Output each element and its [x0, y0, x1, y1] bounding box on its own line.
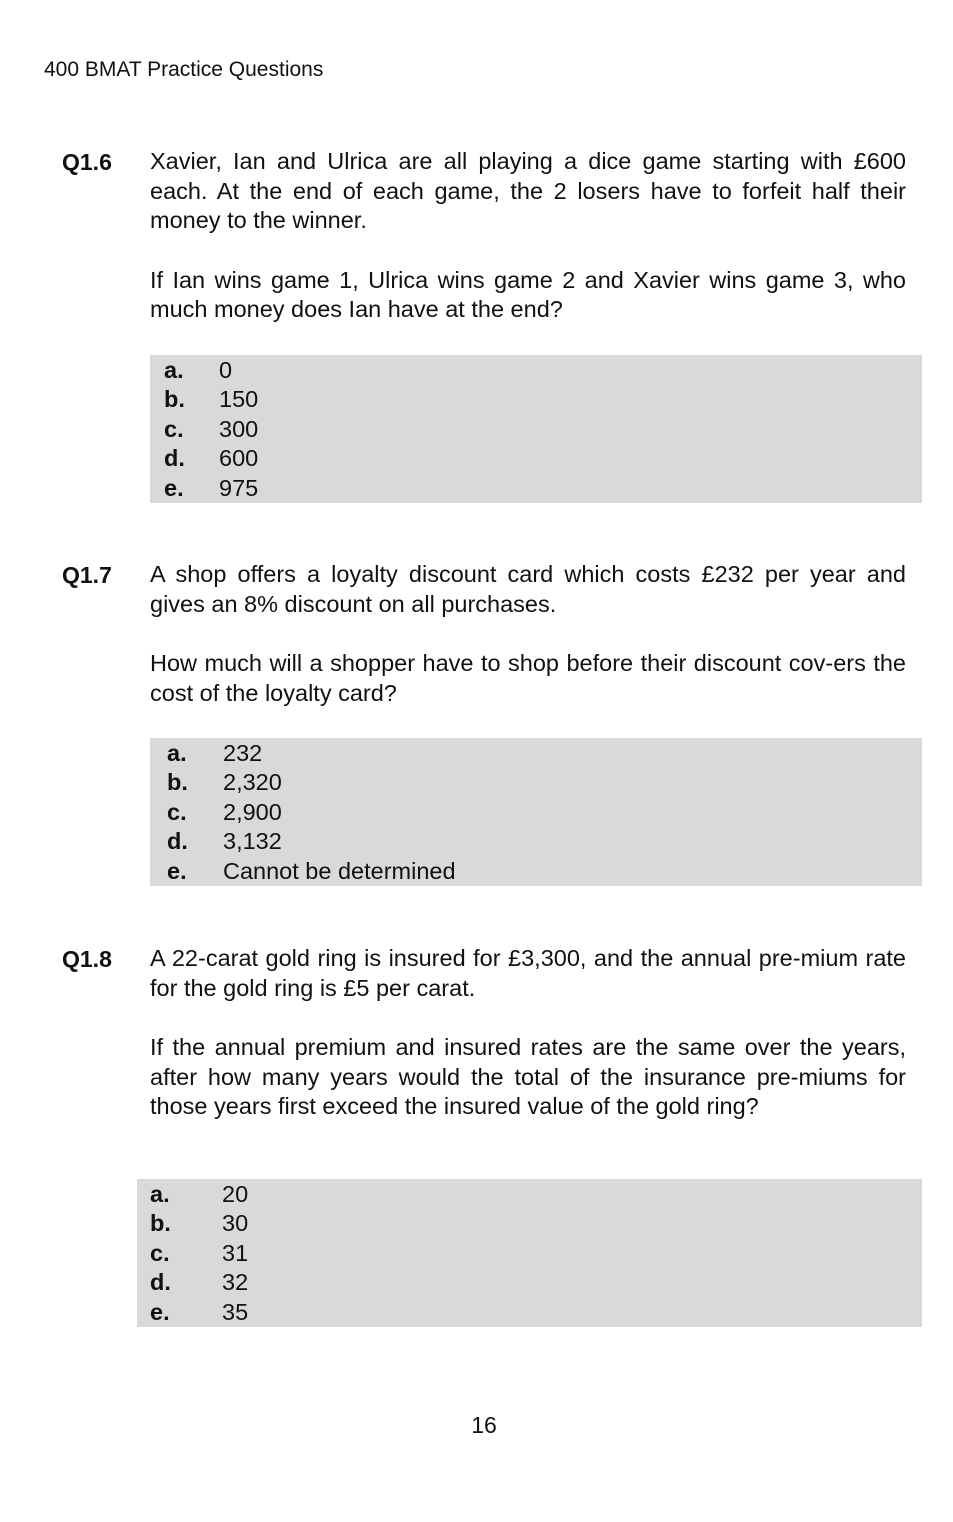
answer-option [137, 1298, 922, 1327]
answer-value: 30 [222, 1210, 249, 1237]
answer-letter: b. [150, 1210, 171, 1237]
question-number: Q1.6 [62, 149, 112, 175]
question-paragraph: How much will a shopper have to shop before their discount cov-ers the cost of the loyalty card? [150, 650, 906, 706]
question-paragraph: A 22-carat gold ring is insured for £3,300, and the annual pre-mium rate for the gold ring is £5 per carat. [150, 945, 906, 1001]
answer-value: Cannot be determined [223, 857, 456, 884]
answer-options-box [150, 355, 922, 503]
answer-letter: d. [167, 828, 188, 855]
answer-value: 0 [219, 357, 233, 383]
question-paragraph: If the annual premium and insured rates are the same over the years, after how many years would the total of the insurance pre-miums for those years first exceed the insured value of the gold ring? [150, 1034, 906, 1120]
answer-option [150, 385, 922, 414]
answer-letter: a. [167, 740, 187, 766]
answer-letter: e. [164, 474, 184, 501]
answer-letter: d. [150, 1269, 171, 1296]
page-number: 16 [471, 1412, 497, 1438]
answer-letter: e. [150, 1298, 170, 1325]
answer-letter: b. [167, 769, 188, 796]
answer-value: 2,900 [223, 798, 282, 825]
question-text [150, 147, 906, 325]
answer-letter: b. [164, 386, 185, 413]
answer-letter: c. [167, 798, 187, 825]
question-number: Q1.7 [62, 562, 112, 588]
question-number: Q1.8 [62, 946, 112, 972]
answer-option [137, 1180, 922, 1209]
running-header: 400 BMAT Practice Questions [44, 58, 324, 81]
answer-option [150, 798, 922, 827]
answer-value: 975 [219, 474, 259, 501]
answer-value: 232 [223, 740, 263, 766]
answer-option [150, 827, 922, 856]
question-text [150, 560, 906, 708]
answer-value: 150 [219, 386, 259, 413]
question-paragraph: If Ian wins game 1, Ulrica wins game 2 and Xavier wins game 3, who much money does Ian have at the end? [150, 266, 906, 323]
answer-value: 35 [222, 1298, 249, 1325]
answer-option [150, 857, 922, 886]
answer-option [150, 768, 922, 797]
answer-letter: d. [164, 445, 185, 472]
answer-option [150, 474, 922, 503]
answer-value: 3,132 [223, 828, 282, 855]
answer-option [150, 739, 922, 768]
answer-value: 32 [222, 1269, 249, 1296]
answer-letter: c. [150, 1239, 170, 1266]
question-text [150, 944, 906, 1122]
answer-option [137, 1209, 922, 1238]
answer-value: 2,320 [223, 769, 282, 796]
answer-letter: a. [150, 1181, 170, 1207]
answer-letter: c. [164, 415, 184, 442]
answer-options-box [137, 1179, 922, 1327]
answer-option [150, 415, 922, 444]
answer-option [137, 1239, 922, 1268]
answer-option [150, 356, 922, 385]
answer-value: 31 [222, 1239, 249, 1266]
answer-option [137, 1268, 922, 1297]
answer-value: 20 [222, 1181, 249, 1207]
answer-value: 300 [219, 415, 259, 442]
answer-option [150, 444, 922, 473]
question-paragraph: A shop offers a loyalty discount card which costs £232 per year and gives an 8% discount on all purchases. [150, 561, 906, 617]
question-paragraph: Xavier, Ian and Ulrica are all playing a dice game starting with £600 each. At the end of each game, the 2 losers have to forfeit half their money to the winner. [150, 148, 906, 234]
answer-letter: e. [167, 857, 187, 884]
answer-value: 600 [219, 445, 259, 472]
answer-options-box [150, 738, 922, 886]
answer-letter: a. [164, 357, 184, 383]
